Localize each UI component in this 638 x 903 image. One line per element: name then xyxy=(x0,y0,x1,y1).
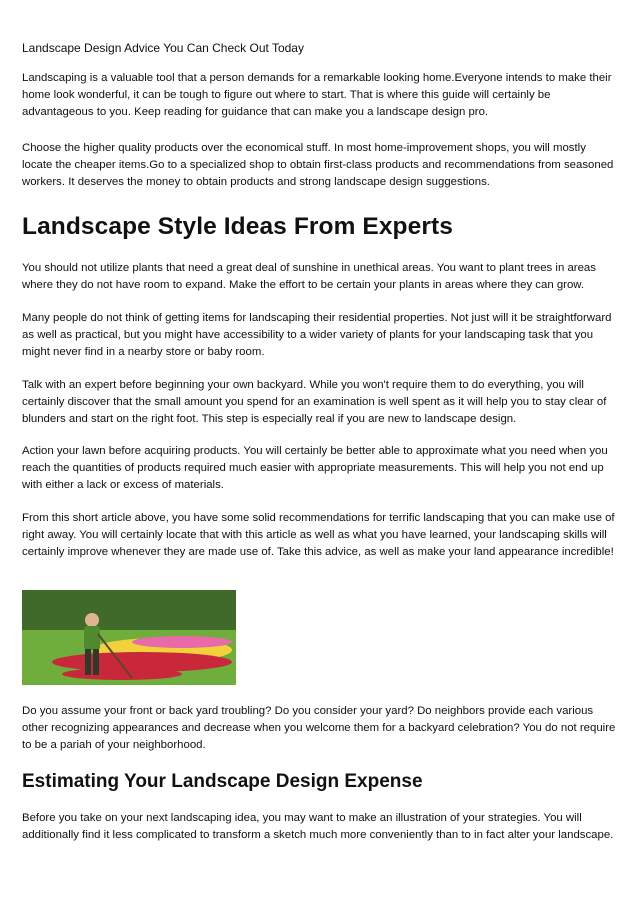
section2-paragraph-1: Before you take on your next landscaping idea, you may want to make an illustration of your strategies. You will additionally find it less complicated to transform a sketch much more conveniently than to in fact alter your landscape. xyxy=(22,812,614,841)
landscape-photo xyxy=(22,590,236,685)
section1-paragraph-2: Many people do not think of getting items for landscaping their residential properties. Not just will it be straightforward as well as practical, but you might have accessibility to a wider variety of plants for your landscaping task that you might never find in a nearby store or baby room. xyxy=(22,312,612,358)
section-heading-estimating-expense: Estimating Your Landscape Design Expense xyxy=(22,771,423,792)
intro-paragraph-1: Landscaping is a valuable tool that a person demands for a remarkable looking home.Everyone intends to make their home look wonderful, it can be tough to figure out where to start. That is where this guide will certainly be advantageous to you. Keep reading for guidance that can make you a landscape design pro. xyxy=(22,72,612,118)
section-heading-expert-ideas: Landscape Style Ideas From Experts xyxy=(22,213,453,240)
document-title: Landscape Design Advice You Can Check Out Today xyxy=(22,41,304,55)
intro-paragraph-2: Choose the higher quality products over the economical stuff. In most home-improvement shops, you will mostly locate the cheaper items.Go to a specialized shop to obtain first-class products and recommendations from seasoned workers. It deserves the money to obtain products and strong landscape design suggestions. xyxy=(22,142,614,188)
section1-paragraph-1: You should not utilize plants that need a great deal of sunshine in unethical areas. You want to plant trees in areas where they do not have room to expand. Make the effort to be certain your plants in areas where they can grow. xyxy=(22,262,596,291)
section1-paragraph-3: Talk with an expert before beginning your own backyard. While you won't require them to do everything, you will certainly discover that the small amount you spend for an examination is well spent as it will help you to stay clear of blunders and start on the right foot. This step is especially real if you are new to landscape design. xyxy=(22,379,607,425)
section1-paragraph-4: Action your lawn before acquiring products. You will certainly be better able to approximate what you need when you reach the quantities of products required much easier with appropriate measurements. This will help you not end up with either a lack or excess of materials. xyxy=(22,445,608,491)
section1-paragraph-5: From this short article above, you have some solid recommendations for terrific landscaping that you can make use of right away. You will certainly locate that with this article as well as what you have learned, your landscaping skills will certainly improve whenever they are made use of. Take this advice, as well as make your land appearance incredible! xyxy=(22,512,615,558)
after-image-paragraph: Do you assume your front or back yard troubling? Do you consider your yard? Do neighbors provide each various other recognizing appearances and decrease when you welcome them for a backyard celebration? You do not require to be a pariah of your neighborhood. xyxy=(22,705,616,751)
gardener-garden-illustration xyxy=(22,590,236,685)
